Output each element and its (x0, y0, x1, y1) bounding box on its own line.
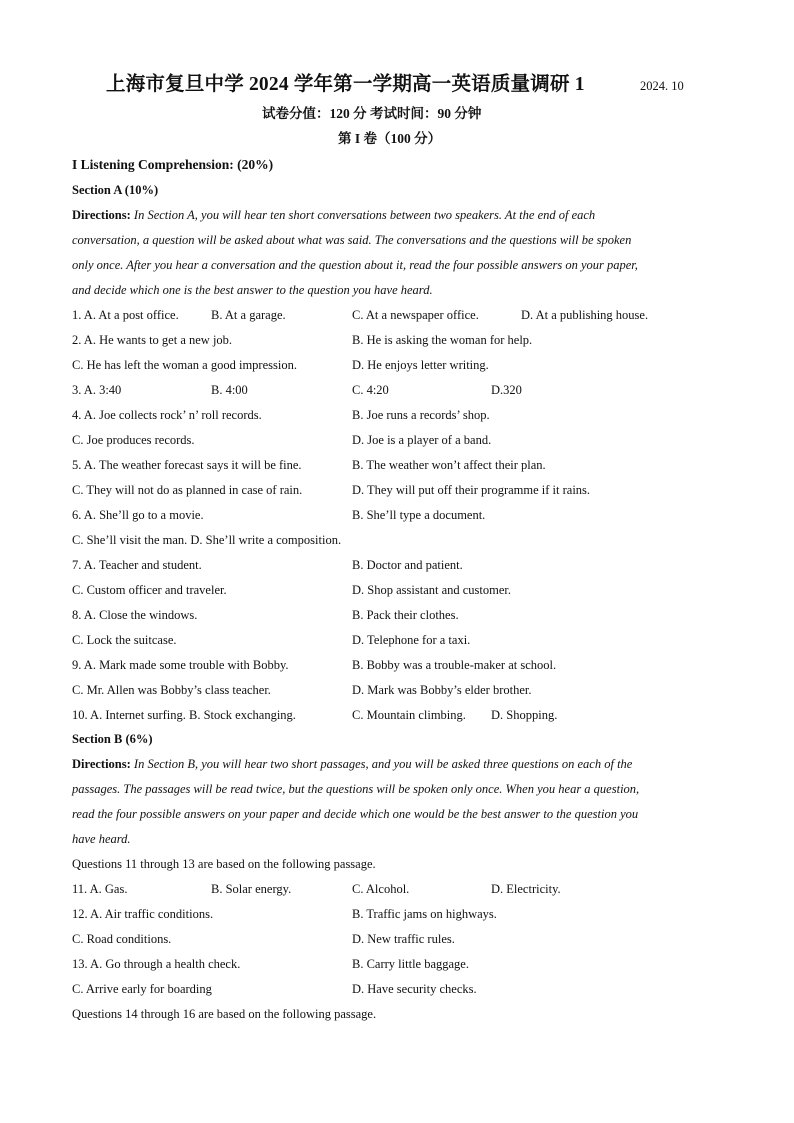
q9-option-a: 9. A. Mark made some trouble with Bobby. (72, 658, 289, 672)
score-info: 试卷分值：120 分 考试时间：90 分钟 (262, 106, 482, 121)
sectionB-directions-line-2: passages. The passages will be read twice, but the questions will be spoken only once. When you hear a question, (72, 782, 640, 796)
sectionA-directions-line-1 (72, 207, 595, 223)
q5-option-c: C. They will not do as planned in case of rain. (72, 483, 303, 497)
q10-option-d: D. Shopping. (491, 708, 558, 722)
q9-option-b: B. Bobby was a trouble-maker at school. (352, 658, 557, 672)
q8-option-b: B. Pack their clothes. (352, 608, 459, 622)
q4-option-c: C. Joe produces records. (72, 433, 195, 447)
volume-label: 第 I 卷（100 分） (338, 131, 442, 146)
sectionA-directions-line-2: conversation, a question will be asked about what was said. The conversations and the questions will be spoken (72, 233, 632, 247)
q7-option-c: C. Custom officer and traveler. (72, 583, 227, 597)
directions-label: Directions: (72, 208, 131, 222)
q1-option-c: C. At a newspaper office. (352, 308, 479, 322)
directions-text: In Section A, you will hear ten short conversations between two speakers. At the end of each (130, 208, 596, 222)
directions-label: Directions: (72, 757, 131, 771)
q11-option-a: 11. A. Gas. (72, 882, 128, 896)
q8-option-c: C. Lock the suitcase. (72, 633, 177, 647)
q6-option-b: B. She’ll type a document. (352, 508, 486, 522)
q4-option-b: B. Joe runs a records’ shop. (352, 408, 490, 422)
q8-option-a: 8. A. Close the windows. (72, 608, 198, 622)
sectionB-heading: Section B (6%) (72, 732, 153, 746)
q5-option-a: 5. A. The weather forecast says it will be fine. (72, 458, 302, 472)
q1-option-d: D. At a publishing house. (521, 308, 649, 322)
q7-option-b: B. Doctor and patient. (352, 558, 463, 572)
q5-option-b: B. The weather won’t affect their plan. (352, 458, 546, 472)
exam-date: 2024. 10 (640, 79, 684, 93)
sectionA-directions-line-3: only once. After you hear a conversation and the question about it, read the four possible answers on your paper, (72, 258, 638, 272)
q9-option-d: D. Mark was Bobby’s elder brother. (352, 683, 532, 697)
q10-option-ab: 10. A. Internet surfing. B. Stock exchanging. (72, 708, 296, 722)
q13-option-b: B. Carry little baggage. (352, 957, 469, 971)
directions-text: In Section B, you will hear two short passages, and you will be asked three questions on each of the (130, 757, 633, 771)
q4-option-a: 4. A. Joe collects rock’ n’ roll records. (72, 408, 262, 422)
q11-option-d: D. Electricity. (491, 882, 561, 896)
q2-option-c: C. He has left the woman a good impression. (72, 358, 297, 372)
sectionB-directions-line-4: have heard. (72, 832, 131, 846)
q12-option-b: B. Traffic jams on highways. (352, 907, 497, 921)
q7-option-a: 7. A. Teacher and student. (72, 558, 202, 572)
q12-option-d: D. New traffic rules. (352, 932, 455, 946)
part1-heading: I Listening Comprehension: (20%) (72, 157, 274, 172)
passage-intro-1: Questions 11 through 13 are based on the following passage. (72, 857, 376, 871)
q13-option-c: C. Arrive early for boarding (72, 982, 212, 996)
q2-option-a: 2. A. He wants to get a new job. (72, 333, 233, 347)
q1-option-a: 1. A. At a post office. (72, 308, 179, 322)
q3-option-b: B. 4:00 (211, 383, 248, 397)
exam-title (106, 74, 585, 96)
q5-option-d: D. They will put off their programme if it rains. (352, 483, 591, 497)
q2-option-b: B. He is asking the woman for help. (352, 333, 533, 347)
q3-option-a: 3. A. 3:40 (72, 383, 122, 397)
q6-option-a: 6. A. She’ll go to a movie. (72, 508, 204, 522)
q11-option-b: B. Solar energy. (211, 882, 292, 896)
q2-option-d: D. He enjoys letter writing. (352, 358, 489, 372)
q11-option-c: C. Alcohol. (352, 882, 410, 896)
q12-option-a: 12. A. Air traffic conditions. (72, 907, 214, 921)
q9-option-c: C. Mr. Allen was Bobby’s class teacher. (72, 683, 271, 697)
q4-option-d: D. Joe is a player of a band. (352, 433, 492, 447)
sectionB-directions-line-1 (72, 756, 632, 772)
sectionA-heading: Section A (10%) (72, 183, 159, 197)
q12-option-c: C. Road conditions. (72, 932, 172, 946)
q6-option-cd: C. She’ll visit the man. D. She’ll write a composition. (72, 533, 342, 547)
q3-option-c: C. 4:20 (352, 383, 389, 397)
q3-option-d: D.320 (491, 383, 522, 397)
q8-option-d: D. Telephone for a taxi. (352, 633, 471, 647)
q13-option-d: D. Have security checks. (352, 982, 477, 996)
q7-option-d: D. Shop assistant and customer. (352, 583, 512, 597)
q13-option-a: 13. A. Go through a health check. (72, 957, 241, 971)
exam-title-text: 上海市复旦中学 2024 学年第一学期高一英语质量调研 1 (106, 74, 585, 95)
passage-intro-2: Questions 14 through 16 are based on the following passage. (72, 1007, 377, 1021)
q1-option-b: B. At a garage. (211, 308, 286, 322)
q10-option-c: C. Mountain climbing. (352, 708, 466, 722)
sectionB-directions-line-3: read the four possible answers on your paper and decide which one would be the best answer to the question you (72, 807, 639, 821)
sectionA-directions-line-4: and decide which one is the best answer to the question you have heard. (72, 283, 433, 297)
